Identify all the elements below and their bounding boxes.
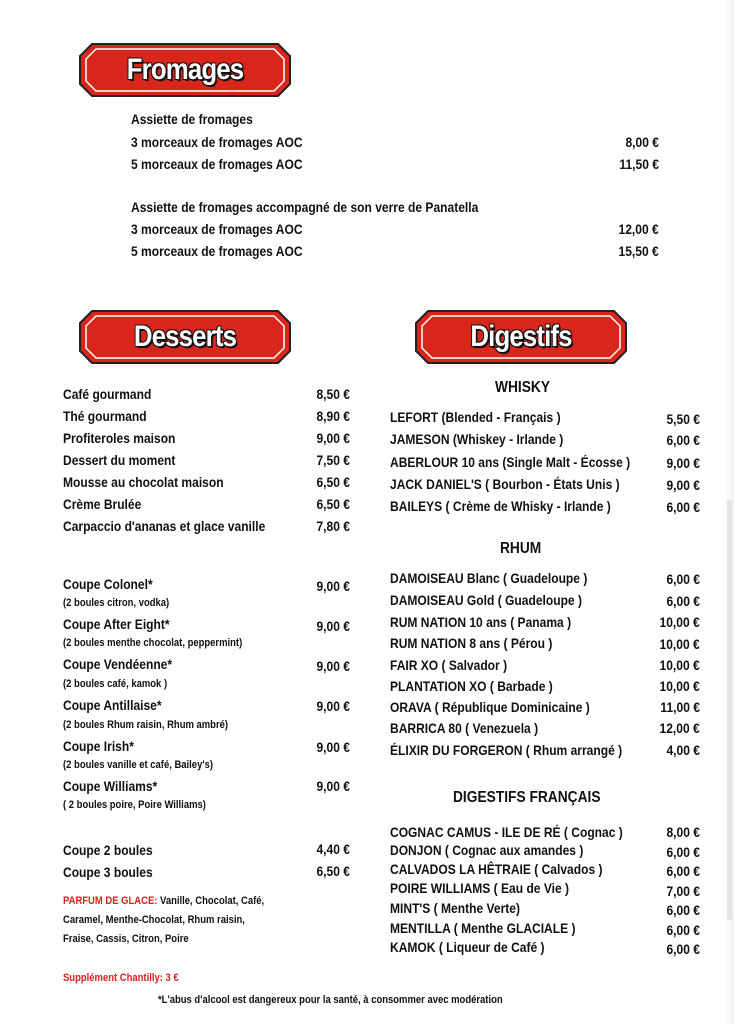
francais-price: 6,00 € [666, 922, 700, 938]
scrollbar[interactable] [727, 500, 732, 920]
coupe-desc: (2 boules Rhum raisin, Rhum ambré) [63, 719, 229, 731]
parfum-line2: Caramel, Menthe-Chocolat, Rhum raisin, [63, 914, 245, 926]
dessert-label: Profiteroles maison [63, 430, 176, 446]
fromages-section1-title: Assiette de fromages [131, 111, 253, 127]
rhum-label: DAMOISEAU Gold ( Guadeloupe ) [390, 592, 582, 608]
dessert-label: Café gourmand [63, 386, 152, 402]
dessert-price: 7,50 € [316, 452, 350, 468]
coupe-label: Coupe Vendéenne* [63, 656, 173, 672]
francais-price: 6,00 € [666, 902, 700, 918]
francais-price: 6,00 € [666, 941, 700, 957]
coupe-label: Coupe Antillaise* [63, 697, 162, 713]
dessert-price: 7,80 € [316, 518, 350, 534]
rhum-label: FAIR XO ( Salvador ) [390, 657, 508, 673]
digestifs-francais-heading: DIGESTIFS FRANÇAIS [453, 789, 601, 806]
francais-label: MENTILLA ( Menthe GLACIALE ) [390, 920, 576, 936]
digestifs-banner [414, 309, 628, 365]
coupe-desc: (2 boules vanille et café, Bailey's) [63, 759, 214, 771]
francais-price: 6,00 € [666, 844, 700, 860]
whisky-label: LEFORT (Blended - Français ) [390, 409, 561, 425]
parfum-line1 [63, 895, 264, 907]
rhum-label: BARRICA 80 ( Venezuela ) [390, 720, 539, 736]
boules-label: Coupe 2 boules [63, 842, 153, 858]
fromages-item-label: 3 morceaux de fromages AOC [131, 221, 303, 237]
rhum-label: DAMOISEAU Blanc ( Guadeloupe ) [390, 570, 588, 586]
rhum-price: 10,00 € [659, 636, 700, 652]
rhum-price: 10,00 € [659, 678, 700, 694]
rhum-price: 11,00 € [660, 699, 700, 715]
dessert-price: 8,50 € [316, 386, 350, 402]
coupe-desc: (2 boules menthe chocolat, peppermint) [63, 637, 243, 649]
whisky-heading: WHISKY [495, 379, 551, 396]
rhum-price: 4,00 € [666, 742, 700, 758]
coupe-price: 9,00 € [316, 658, 350, 674]
coupe-price: 9,00 € [316, 618, 350, 634]
whisky-price: 9,00 € [666, 477, 700, 493]
fromages-item-label: 3 morceaux de fromages AOC [131, 134, 303, 150]
coupe-price: 9,00 € [316, 778, 350, 794]
parfum-line3: Fraise, Cassis, Citron, Poire [63, 933, 189, 945]
dessert-label: Thé gourmand [63, 408, 147, 424]
rhum-price: 10,00 € [659, 657, 700, 673]
francais-price: 8,00 € [666, 824, 700, 840]
parfum-text: Vanille, Chocolat, Café, [160, 895, 265, 907]
francais-label: DONJON ( Cognac aux amandes ) [390, 842, 584, 858]
whisky-price: 5,50 € [666, 411, 700, 427]
coupe-label: Coupe Colonel* [63, 576, 153, 592]
francais-label: CALVADOS LA HÊTRAIE ( Calvados ) [390, 861, 603, 877]
dessert-label: Dessert du moment [63, 452, 176, 468]
whisky-label: BAILEYS ( Crème de Whisky - Irlande ) [390, 498, 611, 514]
boules-label: Coupe 3 boules [63, 864, 153, 880]
coupe-price: 9,00 € [316, 698, 350, 714]
rhum-price: 6,00 € [666, 571, 700, 587]
supplement-chantilly: Supplément Chantilly: 3 € [63, 972, 179, 984]
fromages-item-label: 5 morceaux de fromages AOC [131, 243, 303, 259]
francais-label: POIRE WILLIAMS ( Eau de Vie ) [390, 880, 570, 896]
francais-label: KAMOK ( Liqueur de Café ) [390, 939, 545, 955]
coupe-desc: (2 boules citron, vodka) [63, 597, 170, 609]
francais-price: 6,00 € [666, 863, 700, 879]
rhum-label: PLANTATION XO ( Barbade ) [390, 678, 553, 694]
whisky-label: JAMESON (Whiskey - Irlande ) [390, 431, 564, 447]
dessert-label: Mousse au chocolat maison [63, 474, 224, 490]
rhum-label: ORAVA ( République Dominicaine ) [390, 699, 590, 715]
dessert-price: 6,50 € [316, 496, 350, 512]
francais-price: 7,00 € [666, 883, 700, 899]
coupe-price: 9,00 € [316, 578, 350, 594]
fromages-banner [78, 42, 292, 98]
rhum-label: ÉLIXIR DU FORGERON ( Rhum arrangé ) [390, 742, 623, 758]
parfum-label: PARFUM DE GLACE: [63, 895, 158, 907]
rhum-label: RUM NATION 8 ans ( Pérou ) [390, 635, 553, 651]
coupe-desc: (2 boules café, kamok ) [63, 678, 168, 690]
whisky-label: JACK DANIEL'S ( Bourbon - États Unis ) [390, 476, 620, 492]
whisky-price: 6,00 € [666, 432, 700, 448]
whisky-price: 6,00 € [666, 499, 700, 515]
coupe-price: 9,00 € [316, 739, 350, 755]
rhum-label: RUM NATION 10 ans ( Panama ) [390, 614, 572, 630]
whisky-label: ABERLOUR 10 ans (Single Malt - Écosse ) [390, 454, 631, 470]
footer-disclaimer: *L'abus d'alcool est dangereux pour la santé, à consommer avec modération [158, 994, 503, 1006]
rhum-heading: RHUM [500, 540, 542, 557]
francais-label: MINT'S ( Menthe Verte) [390, 900, 520, 916]
fromages-item-price: 12,00 € [618, 221, 659, 237]
rhum-price: 6,00 € [666, 593, 700, 609]
dessert-price: 8,90 € [316, 408, 350, 424]
coupe-label: Coupe Williams* [63, 778, 158, 794]
desserts-title: Desserts [133, 320, 237, 353]
dessert-label: Crème Brulée [63, 496, 142, 512]
fromages-item-price: 8,00 € [625, 134, 659, 150]
desserts-banner [78, 309, 292, 365]
rhum-price: 10,00 € [659, 614, 700, 630]
boules-price: 6,50 € [316, 863, 350, 879]
fromages-section2-title: Assiette de fromages accompagné de son verre de Panatella [131, 199, 479, 215]
francais-label: COGNAC CAMUS - ILE DE RÉ ( Cognac ) [390, 824, 623, 840]
fromages-item-price: 15,50 € [618, 243, 659, 259]
dessert-price: 6,50 € [316, 474, 350, 490]
fromages-title: Fromages [126, 53, 244, 86]
digestifs-title: Digestifs [470, 320, 572, 353]
rhum-price: 12,00 € [659, 720, 700, 736]
coupe-label: Coupe After Eight* [63, 616, 170, 632]
whisky-price: 9,00 € [666, 455, 700, 471]
boules-price: 4,40 € [316, 841, 350, 857]
coupe-desc: ( 2 boules poire, Poire Williams) [63, 799, 206, 811]
dessert-label: Carpaccio d'ananas et glace vanille [63, 518, 266, 534]
coupe-label: Coupe Irish* [63, 738, 134, 754]
fromages-item-price: 11,50 € [619, 156, 659, 172]
dessert-price: 9,00 € [316, 430, 350, 446]
fromages-item-label: 5 morceaux de fromages AOC [131, 156, 303, 172]
